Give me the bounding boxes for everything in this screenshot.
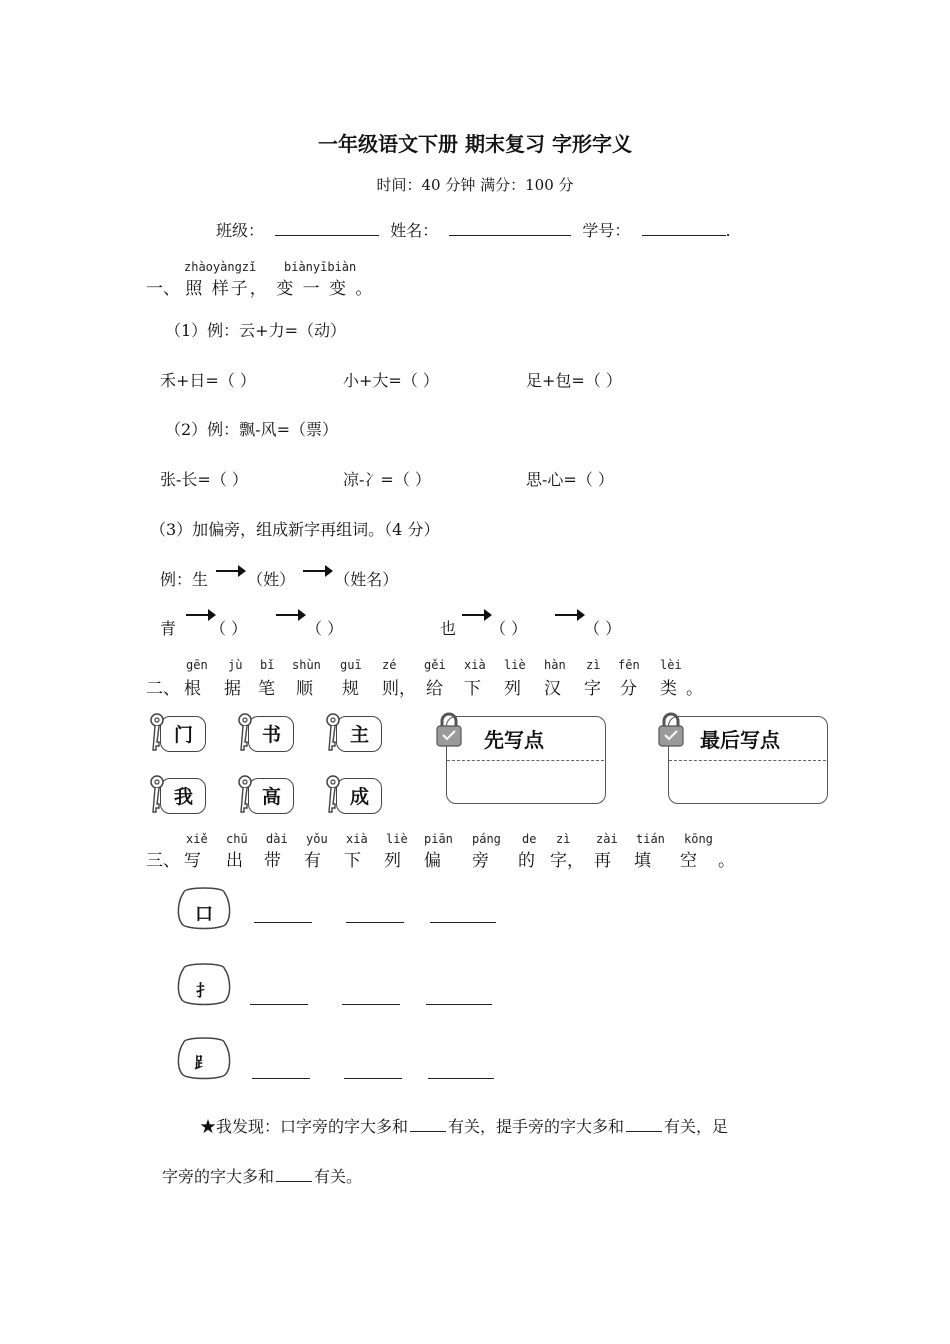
key-char: 成 (350, 786, 370, 808)
section-1-heading (146, 274, 374, 299)
info-end: . (725, 221, 731, 240)
p2-item-2[interactable]: 凉-冫=（ ） (343, 470, 431, 489)
p2-item-3[interactable]: 思-心=（ ） (526, 470, 614, 489)
s2-char: 顺 (296, 679, 313, 699)
s3-char: 的 (518, 851, 535, 871)
s3-pinyin: chū (226, 832, 248, 846)
finding-blank[interactable] (626, 1117, 662, 1132)
answer-blank[interactable] (428, 1076, 494, 1079)
finding-blank[interactable] (276, 1167, 312, 1182)
s3-char: 有 (304, 851, 321, 871)
p3-q1-blank-b[interactable]: （ ） (306, 619, 344, 638)
key-char: 高 (262, 786, 282, 808)
s2-char: 分 (620, 679, 637, 699)
s3-char: 下 (344, 851, 361, 871)
s3-char: 字， (550, 851, 584, 871)
key-icon (146, 712, 170, 756)
key-icon (146, 774, 170, 818)
s3-prefix: 三、 (146, 851, 180, 871)
section-3-heading (146, 846, 746, 870)
key-tag-men[interactable] (146, 712, 206, 754)
key-tag-zhu[interactable] (322, 712, 382, 754)
s1-heading-text: 照 样子， 变 一 变 。 (185, 279, 375, 299)
class-field[interactable] (275, 219, 379, 236)
p1-item-2[interactable]: 小+大=（ ） (343, 371, 439, 390)
lock-icon (434, 712, 464, 748)
p3-q1-char: 青 (160, 619, 177, 638)
finding-text: ★我发现：口字旁的字大多和 (200, 1117, 409, 1136)
s2-pinyin: shùn (292, 658, 321, 672)
key-tag-cheng[interactable] (322, 774, 382, 816)
s3-char: 写 (184, 851, 201, 871)
s1-prefix: 一、 (146, 279, 180, 299)
p3-q2-char: 也 (440, 619, 457, 638)
arrow-right-icon (555, 614, 583, 616)
s2-pinyin: lèi (660, 658, 682, 672)
jar-char-hand: 扌 (196, 981, 213, 1000)
s2-char: 根 (184, 679, 201, 699)
answer-blank[interactable] (250, 1002, 308, 1005)
p1-item-3[interactable]: 足+包=（ ） (526, 371, 622, 390)
s3-pinyin: de (522, 832, 537, 846)
s3-char: 。 (718, 851, 735, 871)
finding-text: 有关，足 (664, 1117, 729, 1136)
p3-q2-blank-b[interactable]: （ ） (584, 619, 622, 638)
s2-char: 。 (686, 679, 703, 699)
s3-pinyin: yǒu (306, 832, 328, 846)
finding-line-2 (162, 1164, 362, 1187)
answer-blank[interactable] (344, 1076, 402, 1079)
p2-item-1[interactable]: 张-长=（ ） (160, 470, 248, 489)
p3-q2-blank-a[interactable]: （ ） (490, 619, 528, 638)
s3-char: 偏 (424, 851, 441, 871)
answer-blank[interactable] (254, 920, 312, 923)
s2-char: 类 (660, 679, 677, 699)
s2-pinyin: fēn (618, 658, 640, 672)
s1-pinyin-a: zhàoyàngzǐ (184, 260, 257, 274)
answer-blank[interactable] (252, 1076, 310, 1079)
key-tag-gao[interactable] (234, 774, 294, 816)
s3-char: 出 (226, 851, 243, 871)
key-icon (234, 712, 258, 756)
s2-pinyin: zì (586, 658, 601, 672)
s3-pinyin: zài (596, 832, 618, 846)
s3-pinyin: dài (266, 832, 288, 846)
s2-pinyin: xià (464, 658, 486, 672)
s2-pinyin: gēn (186, 658, 208, 672)
s2-pinyin: gěi (424, 658, 446, 672)
s3-pinyin: xià (346, 832, 368, 846)
key-tag-wo[interactable] (146, 774, 206, 816)
answer-blank[interactable] (430, 920, 496, 923)
id-field[interactable] (642, 219, 726, 236)
class-label: 班级： (216, 221, 265, 240)
student-info-row (216, 218, 731, 241)
s3-pinyin: páng (472, 832, 501, 846)
answer-blank[interactable] (426, 1002, 492, 1005)
s3-pinyin: liè (386, 832, 408, 846)
s2-prefix: 二、 (146, 679, 180, 699)
arrow-right-icon (216, 570, 244, 572)
s3-char: 填 (634, 851, 651, 871)
p3-q1-blank-a[interactable]: （ ） (210, 619, 248, 638)
jar-char-foot: ⻊ (194, 1053, 211, 1072)
s3-char: 再 (594, 851, 611, 871)
s2-char: 据 (224, 679, 241, 699)
s2-char: 汉 (544, 679, 561, 699)
key-char: 主 (350, 724, 370, 746)
key-char: 门 (174, 724, 194, 746)
s2-char: 笔 (258, 679, 275, 699)
s2-pinyin: jù (228, 658, 243, 672)
p3-example-b: （姓名） (334, 570, 399, 589)
s2-pinyin: guī (340, 658, 362, 672)
id-label: 学号： (582, 221, 631, 240)
key-icon (322, 774, 346, 818)
p3-example-a: （姓） (247, 570, 296, 589)
s2-char: 字 (584, 679, 601, 699)
jar-char-mouth: 口 (195, 904, 213, 925)
section-2-heading (146, 674, 706, 698)
s3-char: 空 (680, 851, 697, 871)
s2-char: 则， (382, 679, 416, 699)
s2-pinyin: liè (504, 658, 526, 672)
page-title: 一年级语文下册 期末复习 字形字义 (318, 132, 632, 156)
arrow-right-icon (303, 570, 331, 572)
finding-text: 有关。 (314, 1167, 363, 1186)
s3-pinyin: zì (556, 832, 571, 846)
p2-example: （2）例：飘-风=（票） (165, 420, 338, 439)
s3-pinyin: tián (636, 832, 665, 846)
key-tag-shu[interactable] (234, 712, 294, 754)
lock-label-first: 先写点 (484, 728, 544, 752)
lock-icon (656, 712, 686, 748)
key-icon (234, 774, 258, 818)
lock-label-last: 最后写点 (700, 728, 780, 752)
p1-item-1[interactable]: 禾+日=（ ） (160, 371, 256, 390)
arrow-right-icon (276, 614, 304, 616)
s2-char: 下 (464, 679, 481, 699)
key-icon (322, 712, 346, 756)
finding-blank[interactable] (410, 1117, 446, 1132)
name-label: 姓名： (390, 221, 439, 240)
s1-pinyin-b: biànyībiàn (284, 260, 357, 274)
s3-pinyin: piān (424, 832, 453, 846)
finding-text: 有关，提手旁的字大多和 (448, 1117, 625, 1136)
key-char: 书 (262, 724, 282, 746)
p3-title: （3）加偏旁，组成新字再组词。（4 分） (150, 520, 440, 539)
s3-char: 列 (384, 851, 401, 871)
key-char: 我 (174, 786, 194, 808)
s2-char: 规 (342, 679, 359, 699)
p3-example-row (160, 567, 398, 590)
finding-text: 字旁的字大多和 (162, 1167, 275, 1186)
s3-pinyin: xiě (186, 832, 208, 846)
name-field[interactable] (449, 219, 571, 236)
s2-pinyin: zé (382, 658, 397, 672)
exam-time-score: 时间：40 分钟 满分：100 分 (376, 176, 574, 194)
answer-blank[interactable] (346, 920, 404, 923)
arrow-right-icon (462, 614, 490, 616)
s3-char: 旁 (472, 851, 489, 871)
p3-example-label: 例：生 (160, 570, 209, 589)
answer-blank[interactable] (342, 1002, 400, 1005)
p1-example: （1）例：云+力=（动） (165, 321, 346, 340)
s2-char: 列 (504, 679, 521, 699)
s2-pinyin: hàn (544, 658, 566, 672)
s3-pinyin: kōng (684, 832, 713, 846)
s3-char: 带 (264, 851, 281, 871)
s2-pinyin: bǐ (260, 658, 275, 672)
finding-line-1 (200, 1114, 728, 1137)
s2-char: 给 (426, 679, 443, 699)
